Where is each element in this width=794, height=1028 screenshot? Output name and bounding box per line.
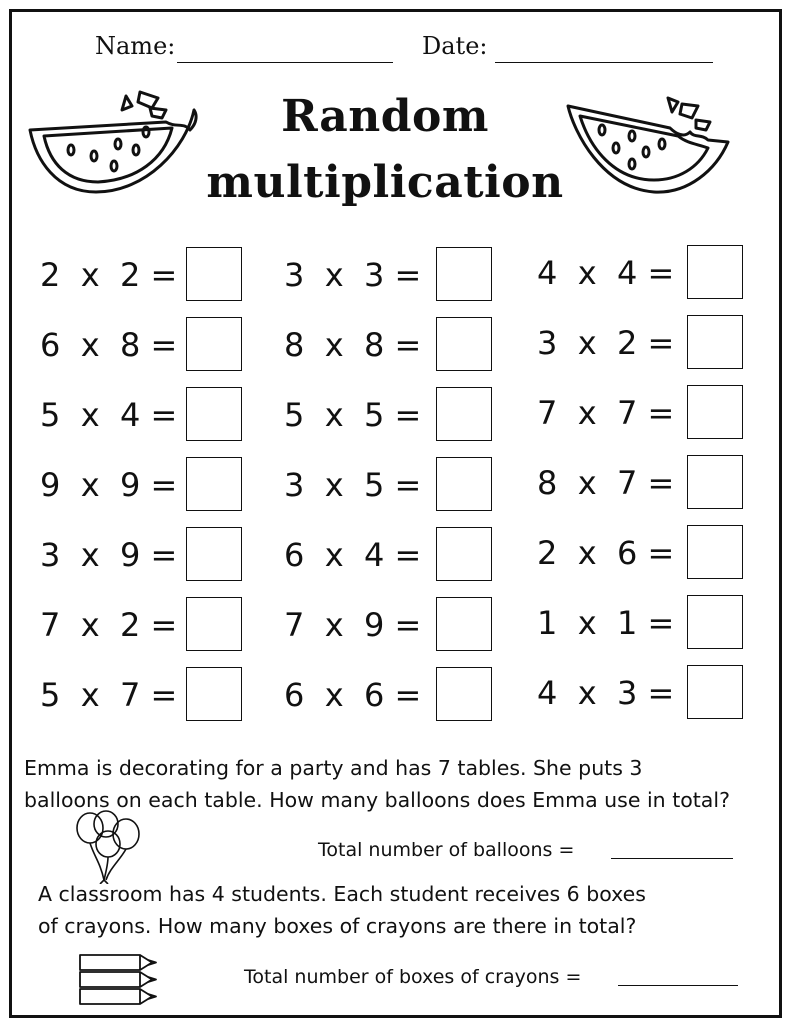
problem-item — [40, 527, 280, 585]
answer-box[interactable] — [687, 525, 743, 579]
problem-equation: 6 x 8 = — [40, 326, 178, 364]
word-problem-text — [24, 752, 774, 816]
problem-item — [40, 597, 280, 655]
problem-item — [284, 597, 524, 655]
problem-item — [537, 245, 777, 303]
answer-box[interactable] — [436, 527, 492, 581]
watermelon-icon — [558, 92, 738, 200]
answer-label: Total number of boxes of crayons = — [244, 966, 582, 988]
answer-box[interactable] — [687, 595, 743, 649]
word-problem-line: A classroom has 4 students. Each student receives 6 boxes — [38, 882, 646, 906]
problem-equation: 5 x 5 = — [284, 396, 422, 434]
problem-equation: 6 x 6 = — [284, 676, 422, 714]
answer-box[interactable] — [436, 597, 492, 651]
answer-line[interactable] — [611, 858, 733, 859]
page-title — [200, 84, 570, 216]
problem-equation: 4 x 4 = — [537, 254, 675, 292]
name-field[interactable] — [177, 62, 393, 63]
word-problem-line: Emma is decorating for a party and has 7 tables. She puts 3 — [24, 756, 643, 780]
answer-box[interactable] — [687, 315, 743, 369]
problem-item — [284, 667, 524, 725]
problem-equation: 7 x 7 = — [537, 394, 675, 432]
problem-item — [537, 455, 777, 513]
answer-box[interactable] — [436, 247, 492, 301]
problem-equation: 1 x 1 = — [537, 604, 675, 642]
answer-box[interactable] — [436, 317, 492, 371]
problem-item — [537, 665, 777, 723]
word-problem-line: of crayons. How many boxes of crayons are there in total? — [38, 914, 637, 938]
answer-box[interactable] — [436, 387, 492, 441]
problem-item — [284, 247, 524, 305]
problem-item — [40, 457, 280, 515]
balloons-icon — [68, 810, 148, 884]
problem-item — [284, 387, 524, 445]
word-problem-line: balloons on each table. How many balloons does Emma use in total? — [24, 788, 730, 812]
title-line-1: Random — [281, 91, 489, 142]
answer-box[interactable] — [687, 665, 743, 719]
problem-item — [40, 317, 280, 375]
answer-line[interactable] — [618, 985, 738, 986]
problem-equation: 5 x 4 = — [40, 396, 178, 434]
problem-item — [40, 247, 280, 305]
date-field[interactable] — [495, 62, 713, 63]
problem-equation: 3 x 2 = — [537, 324, 675, 362]
problem-equation: 2 x 2 = — [40, 256, 178, 294]
problem-item — [284, 457, 524, 515]
problem-item — [40, 387, 280, 445]
date-label: Date: — [422, 32, 488, 60]
answer-box[interactable] — [186, 317, 242, 371]
problem-item — [537, 315, 777, 373]
answer-label: Total number of balloons = — [318, 839, 575, 861]
answer-box[interactable] — [186, 597, 242, 651]
answer-box[interactable] — [687, 385, 743, 439]
problem-item — [284, 527, 524, 585]
answer-box[interactable] — [186, 667, 242, 721]
problem-equation: 7 x 9 = — [284, 606, 422, 644]
problem-equation: 3 x 3 = — [284, 256, 422, 294]
answer-box[interactable] — [687, 455, 743, 509]
answer-box[interactable] — [186, 457, 242, 511]
watermelon-icon — [26, 88, 206, 196]
problem-equation: 9 x 9 = — [40, 466, 178, 504]
name-label: Name: — [95, 32, 176, 60]
problem-equation: 8 x 8 = — [284, 326, 422, 364]
answer-box[interactable] — [186, 247, 242, 301]
answer-box[interactable] — [687, 245, 743, 299]
problem-item — [537, 525, 777, 583]
problem-equation: 3 x 9 = — [40, 536, 178, 574]
problem-equation: 8 x 7 = — [537, 464, 675, 502]
answer-box[interactable] — [436, 457, 492, 511]
problem-equation: 2 x 6 = — [537, 534, 675, 572]
crayons-icon — [78, 951, 160, 1007]
title-line-2: multiplication — [206, 157, 564, 208]
problem-equation: 4 x 3 = — [537, 674, 675, 712]
problem-equation: 7 x 2 = — [40, 606, 178, 644]
answer-box[interactable] — [436, 667, 492, 721]
word-problem-text — [38, 878, 778, 942]
problem-equation: 6 x 4 = — [284, 536, 422, 574]
problem-equation: 3 x 5 = — [284, 466, 422, 504]
problem-item — [537, 385, 777, 443]
problem-equation: 5 x 7 = — [40, 676, 178, 714]
problem-item — [284, 317, 524, 375]
problem-item — [537, 595, 777, 653]
problem-item — [40, 667, 280, 725]
answer-box[interactable] — [186, 527, 242, 581]
answer-box[interactable] — [186, 387, 242, 441]
